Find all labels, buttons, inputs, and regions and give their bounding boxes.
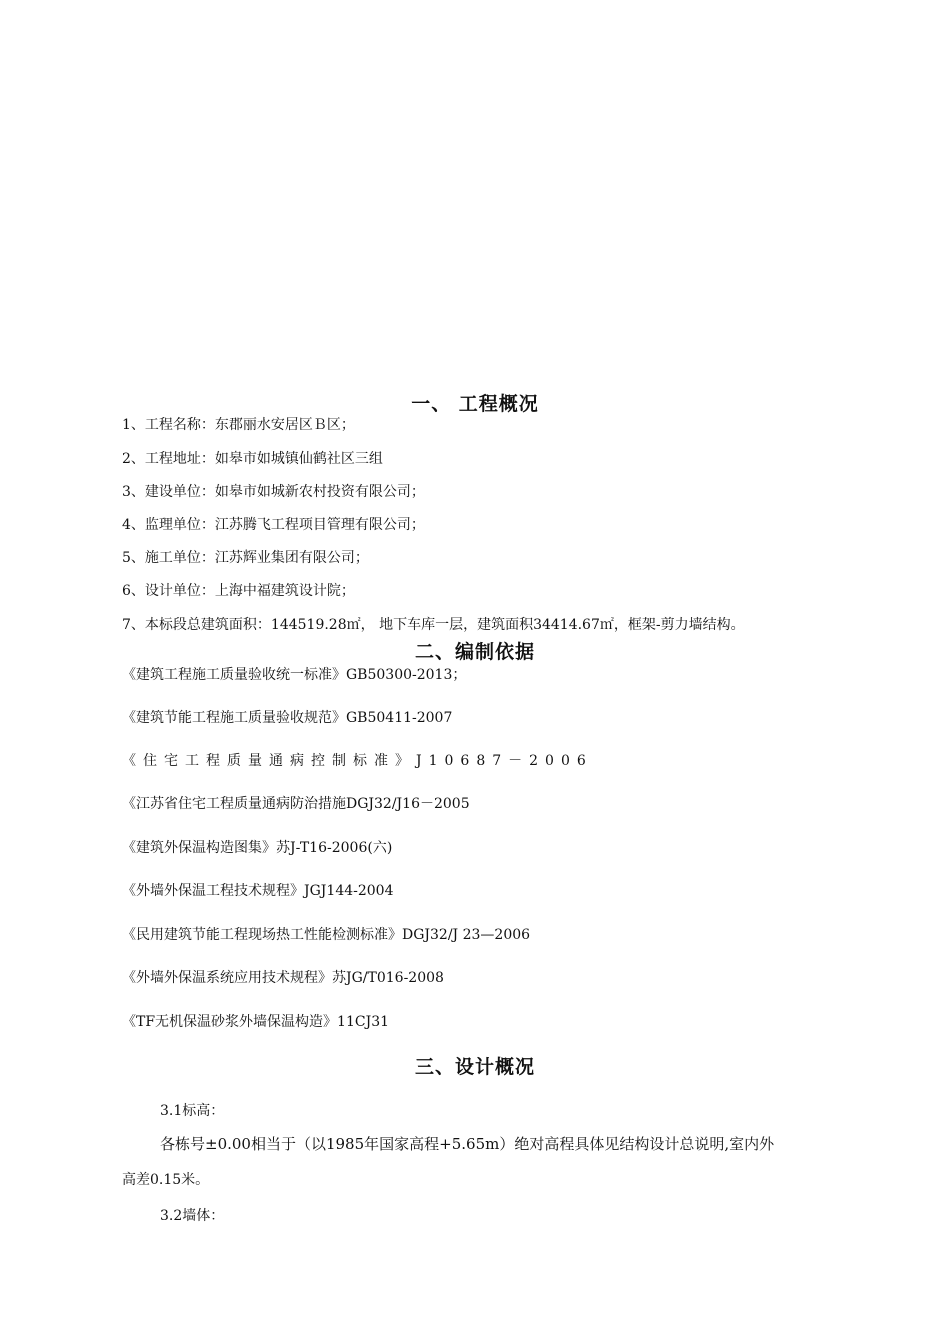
body-paragraph-line: 各栋号±0.00相当于（以1985年国家高程+5.65m）绝对高程具体见结构设计总说明,室内外 [160,1135,775,1153]
reference-item: 《江苏省住宅工程质量通病防治措施DGJ32/J16－2005 [122,796,470,812]
project-item: 1、工程名称：东郡丽水安居区Ｂ区； [122,417,355,433]
project-item: 3、建设单位：如皋市如城新农村投资有限公司； [122,484,425,500]
reference-item: 《外墙外保温系统应用技术规程》苏JG/T016-2008 [122,970,444,986]
subsection-heading: 3.1标高： [160,1103,225,1119]
body-paragraph-line: 高差0.15米。 [122,1172,210,1188]
section-3-title: 三、设计概况 [414,1056,535,1078]
project-item: 4、监理单位：江苏腾飞工程项目管理有限公司； [122,517,425,533]
project-item: 5、施工单位：江苏辉业集团有限公司； [122,550,369,566]
project-item: 6、设计单位：上海中福建筑设计院； [122,583,355,599]
section-2-title: 二、编制依据 [414,641,535,663]
project-item: 2、工程地址：如皋市如城镇仙鹤社区三组 [122,451,383,467]
subsection-heading: 3.2墙体： [160,1208,225,1224]
reference-item: 《建筑工程施工质量验收统一标准》GB50300-2013； [122,667,467,683]
project-item: 7、本标段总建筑面积：144519.28㎡， 地下车库一层，建筑面积34414.67㎡，框架-剪力墙结构。 [122,617,745,633]
reference-item: 《住宅工程质量通病控制标准》J10687－2006 [122,753,593,769]
section-1-title: 一、 工程概况 [411,393,539,415]
reference-item: 《建筑外保温构造图集》苏J-T16-2006(六) [122,840,393,856]
reference-item: 《民用建筑节能工程现场热工性能检测标准》DGJ32/J 23—2006 [122,927,531,943]
reference-item: 《建筑节能工程施工质量验收规范》GB50411-2007 [122,710,453,726]
reference-item: 《TF无机保温砂浆外墙保温构造》11CJ31 [122,1014,390,1030]
reference-item: 《外墙外保温工程技术规程》JGJ144-2004 [122,883,394,899]
